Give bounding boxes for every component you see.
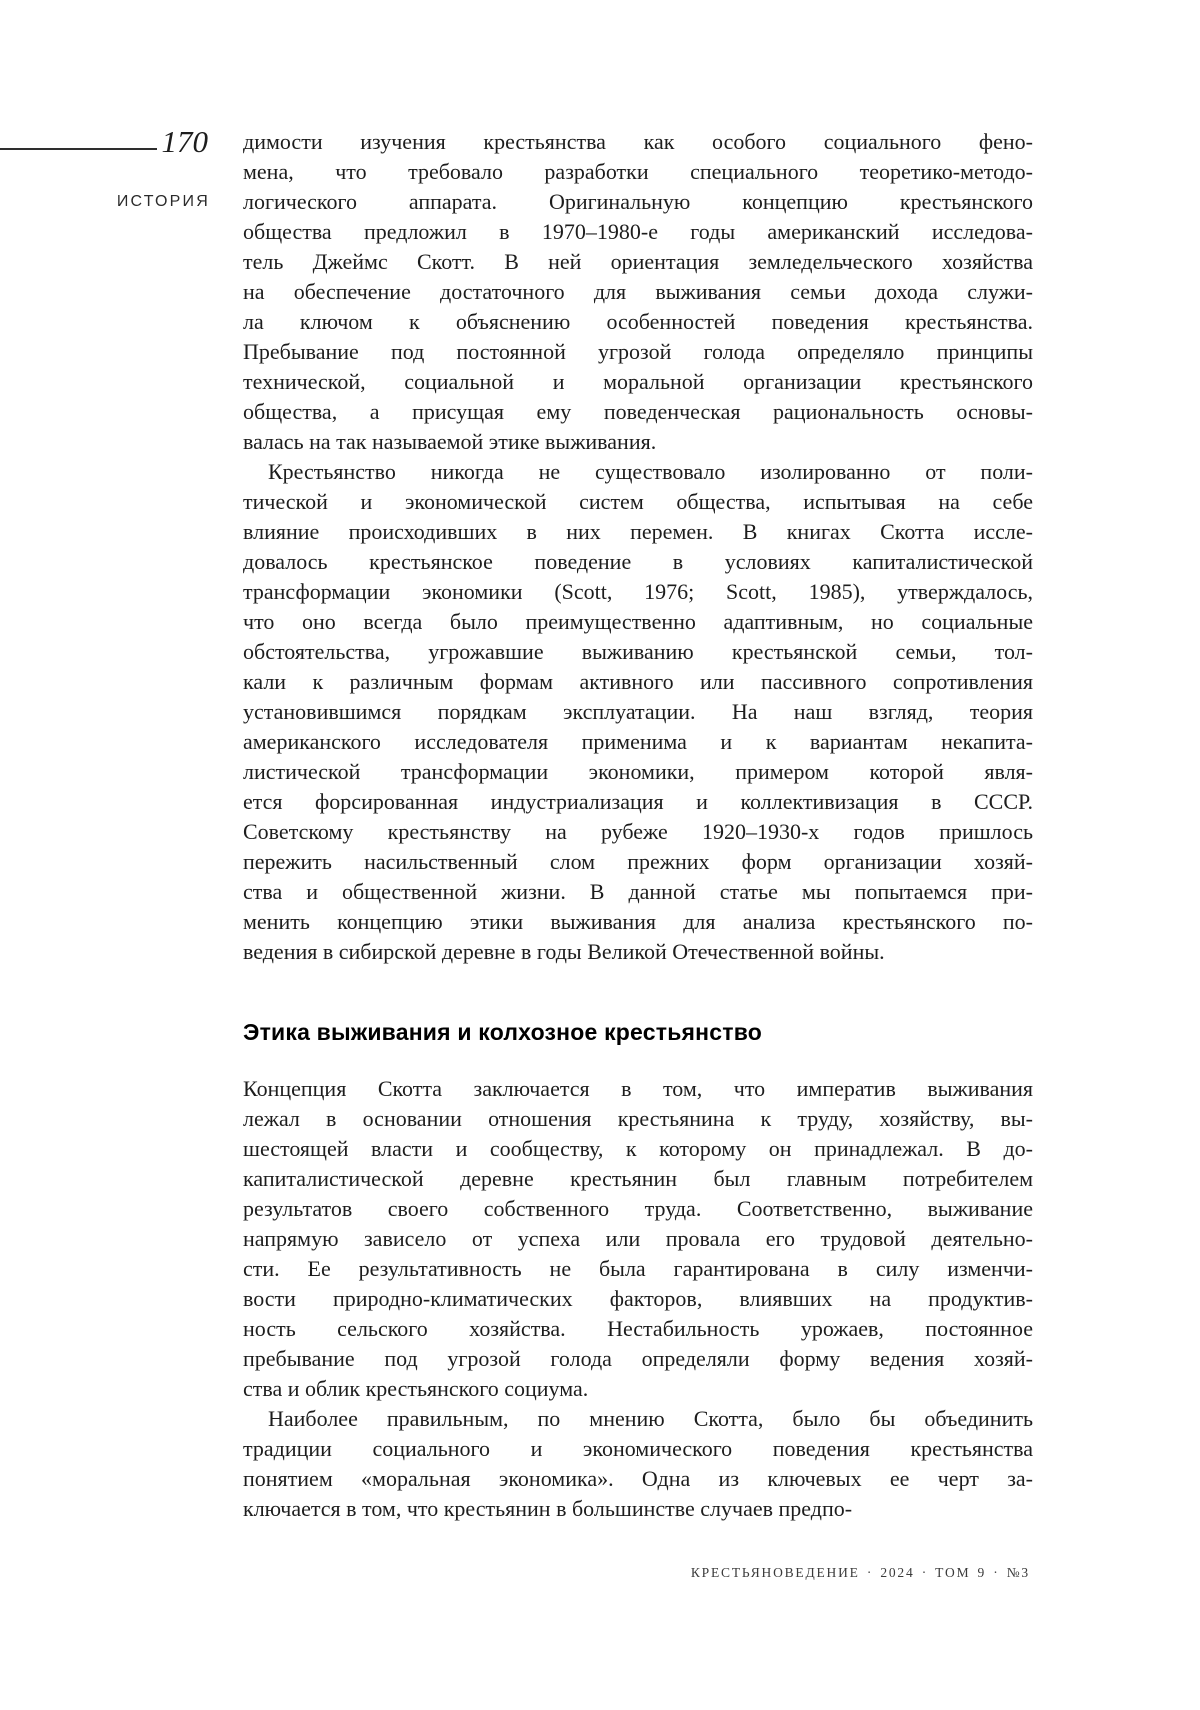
text-line: валась на так называемой этике выживания. [243,429,657,454]
text-line: установившимся порядкам эксплуатации. На наш взгляд, теория [243,699,1033,724]
paragraph [243,1074,1033,1404]
text-line: общества предложил в 1970–1980-е годы американский исследова- [243,219,1033,244]
text-line: ства и общественной жизни. В данной статье мы попытаемся при- [243,879,1033,904]
text-line: тель Джеймс Скотт. В ней ориентация земледельческого хозяйства [243,249,1033,274]
text-line: Наиболее правильным, по мнению Скотта, было бы объединить [268,1406,1033,1431]
text-line: понятием «моральная экономика». Одна из ключевых ее черт за- [243,1466,1033,1491]
text-line: лежал в основании отношения крестьянина к труду, хозяйству, вы- [243,1106,1033,1131]
text-line: ведения в сибирской деревне в годы Великой Отечественной войны. [243,939,885,964]
text-line: менить концепцию этики выживания для анализа крестьянского по- [243,909,1033,934]
text-line: что оно всегда было преимущественно адаптивным, но социальные [243,609,1033,634]
text-line: влияние происходивших в них перемен. В книгах Скотта иссле- [243,519,1033,544]
paragraph [243,127,1033,457]
text-line: логического аппарата. Оригинальную концепцию крестьянского [243,189,1033,214]
text-line: листической трансформации экономики, примером которой явля- [243,759,1033,784]
paragraph [243,457,1033,967]
text-line: пребывание под угрозой голода определяли форму ведения хозяй- [243,1346,1033,1371]
text-line: шестоящей власти и сообществу, к которому он принадлежал. В до- [243,1136,1033,1161]
text-line: Пребывание под постоянной угрозой голода определяло принципы [243,339,1033,364]
page-number: 170 [161,124,208,159]
text-line: ла ключом к объяснению особенностей поведения крестьянства. [243,309,1033,334]
text-line: напрямую зависело от успеха или провала его трудовой деятельно- [243,1226,1033,1251]
text-line: тической и экономической систем общества, испытывая на себе [243,489,1033,514]
journal-footer: КРЕСТЬЯНОВЕДЕНИЕ · 2024 · ТОМ 9 · №3 [690,1565,1030,1580]
text-line: американского исследователя применима и к вариантам некапита- [243,729,1033,754]
text-line: ется форсированная индустриализация и коллективизация в СССР. [243,789,1033,814]
text-line: на обеспечение достаточного для выживания семьи дохода служи- [243,279,1033,304]
section-heading: Этика выживания и колхозное крестьянство [243,1019,762,1045]
text-line: традиции социального и экономического поведения крестьянства [243,1436,1033,1461]
text-line: трансформации экономики (Scott, 1976; Scott, 1985), утверждалось, [243,579,1033,604]
paragraph [243,1404,1033,1524]
text-line: обстоятельства, угрожавшие выживанию крестьянской семьи, тол- [243,639,1033,664]
text-line: вости природно-климатических факторов, влиявших на продуктив- [243,1286,1033,1311]
text-line: капиталистической деревне крестьянин был главным потребителем [243,1166,1033,1191]
text-line: мена, что требовало разработки специального теоретико-методо- [243,159,1033,184]
text-line: технической, социальной и моральной организации крестьянского [243,369,1033,394]
text-line: сти. Ее результативность не была гарантирована в силу изменчи- [243,1256,1033,1281]
text-line: ключается в том, что крестьянин в большинстве случаев предпо- [243,1496,853,1521]
text-line: пережить насильственный слом прежних форм организации хозяй- [243,849,1033,874]
text-line: Советскому крестьянству на рубеже 1920–1930-х годов пришлось [243,819,1033,844]
text-line: кали к различным формам активного или пассивного сопротивления [243,669,1033,694]
text-line: Концепция Скотта заключается в том, что императив выживания [243,1076,1033,1101]
text-line: общества, а присущая ему поведенческая рациональность основы- [243,399,1033,424]
text-line: димости изучения крестьянства как особого социального фено- [243,129,1033,154]
section-label: ИСТОРИЯ [116,193,210,210]
text-line: ность сельского хозяйства. Нестабильность урожаев, постоянное [243,1316,1033,1341]
text-line: довалось крестьянское поведение в условиях капиталистической [243,549,1033,574]
text-line: результатов своего собственного труда. Соответственно, выживание [243,1196,1033,1221]
text-line: Крестьянство никогда не существовало изолированно от поли- [268,459,1033,484]
text-line: ства и облик крестьянского социума. [243,1376,589,1401]
article-body [243,127,1033,1524]
